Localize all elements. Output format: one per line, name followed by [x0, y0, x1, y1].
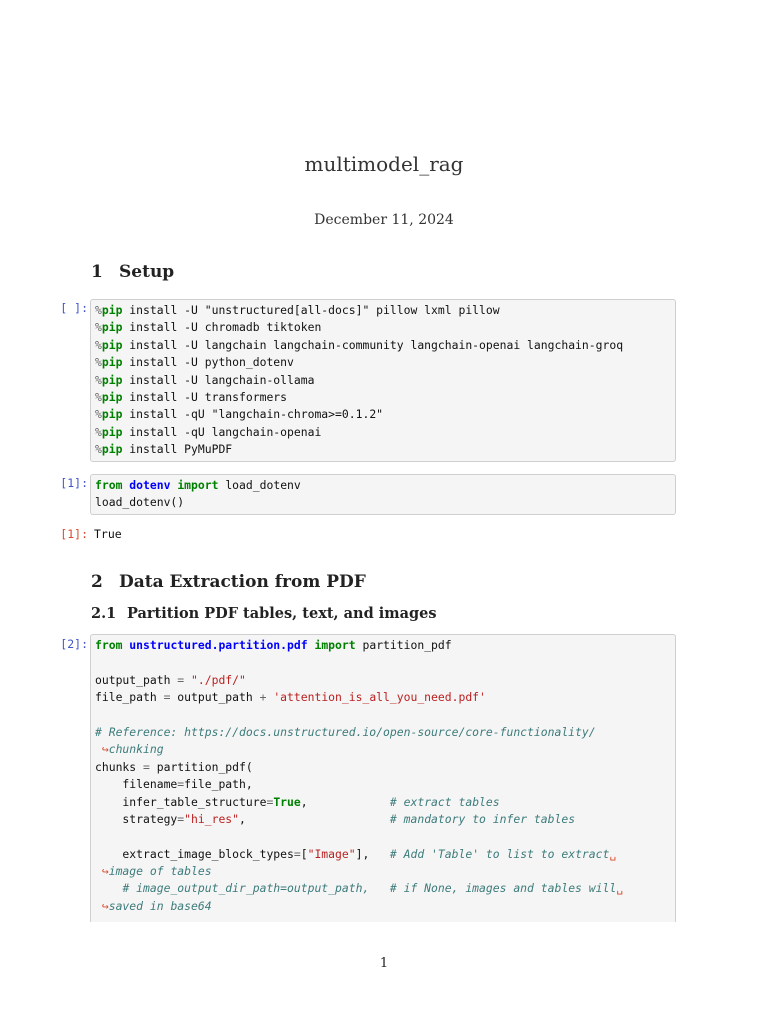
code-line: infer_table_structure=True, # extract tables [95, 794, 500, 809]
code-line: filename=file_path, [95, 777, 253, 792]
code-line: extract_image_block_types=["Image"], # Add 'Table' to list to extract␣ [95, 846, 617, 861]
cell-input-prompt: [1]: [60, 476, 88, 490]
document-title: multimodel_rag [304, 152, 464, 176]
code-line: chunks = partition_pdf( [95, 759, 253, 774]
subsection-heading-partition [91, 605, 437, 622]
code-line: %pip install -U chromadb tiktoken [95, 320, 322, 335]
code-line: # Reference: https://docs.unstructured.io/open-source/core-functionality/ [95, 724, 596, 739]
code-cell-pip-installs[interactable] [90, 299, 676, 462]
code-line [95, 707, 671, 724]
cell-input-prompt: [ ]: [60, 301, 88, 315]
code-line [95, 654, 671, 671]
code-cell-load-dotenv[interactable] [90, 474, 676, 515]
cell-output-prompt: [1]: [60, 527, 88, 541]
section-heading-data-extraction [91, 572, 366, 592]
code-line: %pip install -U langchain langchain-community langchain-openai langchain-groq [95, 337, 624, 352]
document-date: December 11, 2024 [314, 212, 454, 228]
section-title: Data Extraction from PDF [119, 572, 366, 592]
code-cell-partition-pdf[interactable] [90, 634, 676, 922]
section-number: 2 [91, 572, 103, 592]
subsection-number: 2.1 [91, 605, 117, 622]
code-line: strategy="hi_res", # mandatory to infer tables [95, 811, 576, 826]
page-number: 1 [379, 956, 389, 971]
code-line: %pip install -U python_dotenv [95, 355, 294, 370]
code-line: # image_output_dir_path=output_path, # if None, images and tables will␣ [122, 881, 624, 896]
code-line: ↪saved in base64 [101, 898, 212, 913]
section-heading-setup [91, 262, 174, 282]
code-line [95, 828, 671, 845]
code-line: %pip install -U langchain-ollama [95, 372, 315, 387]
code-line: %pip install -U transformers [95, 389, 288, 404]
code-line: %pip install PyMuPDF [95, 442, 233, 457]
code-line: ↪chunking [101, 742, 164, 757]
code-line: output_path = "./pdf/" [95, 672, 246, 687]
code-line: ↪image of tables [101, 864, 212, 879]
subsection-title: Partition PDF tables, text, and images [127, 605, 437, 622]
code-line: %pip install -qU "langchain-chroma>=0.1.2" [95, 407, 384, 422]
code-line: load_dotenv() [95, 495, 185, 510]
code-line: from unstructured.partition.pdf import partition_pdf [95, 638, 452, 652]
cell-output: True [94, 527, 122, 541]
cell-input-prompt: [2]: [60, 637, 88, 651]
code-line: %pip install -qU langchain-openai [95, 424, 322, 439]
section-title: Setup [119, 262, 175, 282]
code-line: file_path = output_path + 'attention_is_all_you_need.pdf' [95, 690, 486, 705]
code-line: from dotenv import load_dotenv [95, 478, 301, 492]
section-number: 1 [91, 262, 103, 282]
code-line: %pip install -U "unstructured[all-docs]" pillow lxml pillow [95, 303, 500, 317]
